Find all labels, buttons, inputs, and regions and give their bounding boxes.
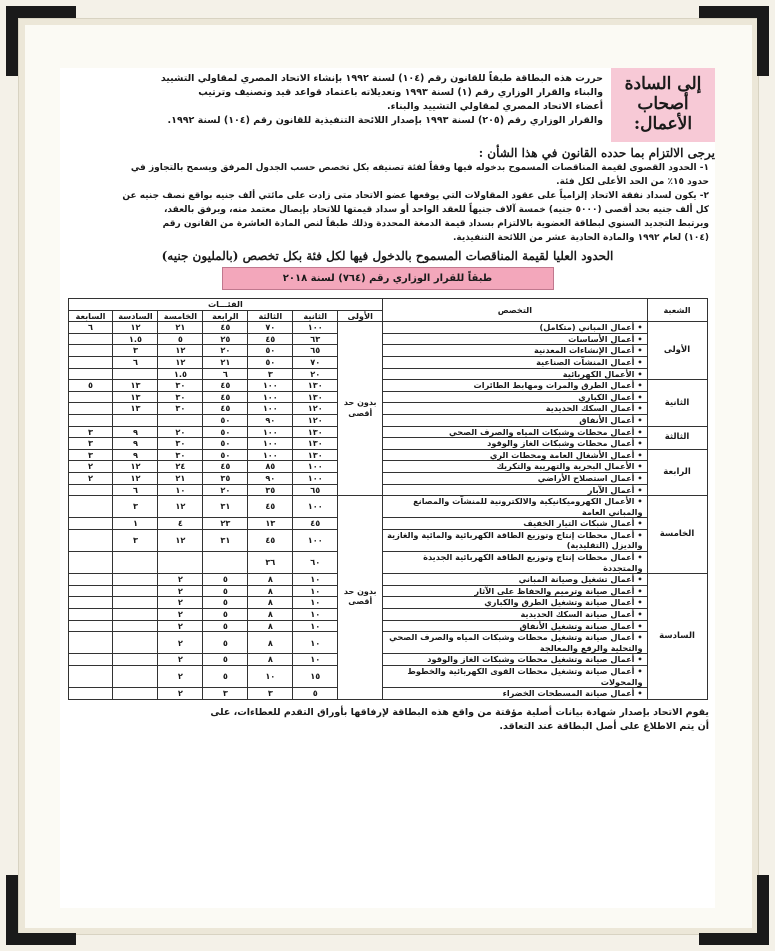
table-row (68, 414, 707, 426)
value-cell: ١٢ (158, 345, 203, 357)
value-cell: ٣١ (203, 529, 248, 551)
value-cell: ١٣ (248, 518, 293, 530)
value-cell: ٨ (248, 574, 293, 586)
table-row (68, 438, 707, 450)
value-cell: ١٠٠ (248, 438, 293, 450)
spec-cell: • أعمال صيانة المسطحات الخضراء (383, 688, 647, 700)
spec-cell: • أعمال الأساسات (383, 333, 647, 345)
corner-decoration (699, 6, 769, 76)
header-class-col: الأولى (338, 310, 383, 322)
value-cell: ٢ (68, 472, 113, 484)
value-cell: ١٢ (158, 529, 203, 551)
value-cell: ١٠٠ (293, 529, 338, 551)
value-cell: ٧٠ (248, 322, 293, 334)
value-cell: ٤٥ (248, 529, 293, 551)
value-cell: ١٣٠ (293, 391, 338, 403)
value-cell: ٥ (203, 654, 248, 666)
value-cell: ٥٠ (203, 414, 248, 426)
value-cell: ١.٥ (113, 333, 158, 345)
value-cell: ٤٥ (248, 496, 293, 518)
table-row (68, 461, 707, 473)
header-class-col: الثالثة (248, 310, 293, 322)
value-cell (68, 552, 113, 574)
value-cell (68, 654, 113, 666)
value-cell: ١.٥ (158, 368, 203, 380)
table-row (68, 574, 707, 586)
value-cell (113, 368, 158, 380)
value-cell: ١٠ (293, 632, 338, 654)
value-cell: ٢ (158, 597, 203, 609)
value-cell: ١٢ (158, 356, 203, 368)
value-cell: ١٠٠ (248, 380, 293, 392)
spec-cell: • أعمال محطات إنتاج وتوزيع الطاقة الكهربائية الجديدة والمتجددة (383, 552, 647, 574)
spec-cell: • أعمال استصلاح الأراضي (383, 472, 647, 484)
value-cell: ٨ (248, 609, 293, 621)
table-row (68, 333, 707, 345)
limits-table (68, 298, 708, 700)
value-cell: ٣٥ (203, 472, 248, 484)
value-cell: ٤٥ (203, 403, 248, 415)
value-cell: ٣٠ (158, 438, 203, 450)
value-cell (68, 529, 113, 551)
spec-cell: • أعمال الآبار (383, 484, 647, 496)
value-cell: ١٣ (113, 380, 158, 392)
spec-cell: • أعمال الطرق والمرات ومهابط الطائرات (383, 380, 647, 392)
value-cell: ٣ (248, 688, 293, 700)
value-cell (68, 484, 113, 496)
value-cell (68, 414, 113, 426)
value-cell: ٩ (113, 449, 158, 461)
value-cell: ١٠٠ (248, 426, 293, 438)
value-cell: ١٢ (158, 496, 203, 518)
title-line: أصحاب (637, 94, 689, 114)
table-row (68, 529, 707, 551)
value-cell: ١٠٠ (293, 322, 338, 334)
table-row (68, 345, 707, 357)
value-cell: ٢٠ (203, 345, 248, 357)
value-cell: ٢ (158, 620, 203, 632)
value-cell: ٢ (158, 632, 203, 654)
table-row (68, 666, 707, 688)
value-cell: ١٥ (293, 666, 338, 688)
value-cell (68, 632, 113, 654)
document-page (60, 68, 715, 908)
paragraph-line: (١٠٤) لعام ١٩٩٢ والمادة الحادية عشر من اللائحة التنفيذية. (452, 233, 709, 243)
value-cell (113, 620, 158, 632)
value-cell: ٩٠ (248, 472, 293, 484)
first-class-cell: بدون حد أقصى (338, 322, 383, 496)
decree-banner: طبقاً للقرار الوزاري رقم (٧٦٤) لسنة ٢٠١٨ (222, 267, 554, 290)
table-row (68, 426, 707, 438)
header-class-col: الخامسة (158, 310, 203, 322)
value-cell (68, 574, 113, 586)
intro-line: والبناء والقرار الوزاري رقم (١) لسنة ١٩٩٣ وتعديلاته باعتماد قواعد قيد وتصنيف وترتيب (198, 87, 603, 98)
value-cell (113, 654, 158, 666)
value-cell: ٣ (113, 345, 158, 357)
value-cell: ٥ (203, 609, 248, 621)
value-cell: ٦٥ (293, 345, 338, 357)
value-cell (68, 585, 113, 597)
value-cell: ٥ (68, 380, 113, 392)
table-row (68, 597, 707, 609)
value-cell: ٥٠ (248, 345, 293, 357)
value-cell: ٦٣ (293, 333, 338, 345)
table-row (68, 585, 707, 597)
value-cell (68, 333, 113, 345)
table-row (68, 632, 707, 654)
category-cell: الأولى (647, 322, 707, 380)
value-cell: ٣٠ (158, 391, 203, 403)
value-cell: ٤٥ (293, 518, 338, 530)
value-cell: ٣٠ (158, 380, 203, 392)
value-cell: ٢ (158, 688, 203, 700)
footer-line: يقوم الاتحاد بإصدار شهادة بيانات أصلية مؤقتة من واقع هذه البطاقة لإرفاقها بأوراق التقدم للعطاءات، على (210, 706, 709, 718)
value-cell: ١٣ (113, 403, 158, 415)
value-cell: ٨ (248, 597, 293, 609)
value-cell: ١٢٠ (293, 403, 338, 415)
paragraph-line: ١- الحدود القصوى لقيمة المناقصات المسموح بدخوله فيها وفقاً لفئة تصنيفه بكل تخصص حسب الجدول المرفق ويسمح بالتجاوز في (130, 163, 709, 173)
footer-note (60, 706, 715, 734)
spec-cell: • أعمال الكباري (383, 391, 647, 403)
value-cell: ٥٠ (248, 356, 293, 368)
value-cell: ٨ (248, 620, 293, 632)
value-cell: ٢١ (203, 356, 248, 368)
category-cell: السادسة (647, 574, 707, 700)
first-class-cell: بدون حد أقصى (338, 496, 383, 700)
value-cell: ٥ (203, 585, 248, 597)
table-row (68, 322, 707, 334)
value-cell: ٢ (158, 574, 203, 586)
value-cell: ٤ (158, 518, 203, 530)
value-cell: ٢ (158, 585, 203, 597)
value-cell: ١٠٠ (248, 391, 293, 403)
value-cell: ١٢ (113, 322, 158, 334)
value-cell (158, 552, 203, 574)
category-cell: الرابعة (647, 449, 707, 495)
corner-decoration (6, 6, 76, 76)
value-cell: ١٣٠ (293, 380, 338, 392)
value-cell: ٣ (68, 449, 113, 461)
header-classes: الفئـــات (68, 299, 383, 311)
value-cell: ١٠٠ (293, 461, 338, 473)
table-row (68, 609, 707, 621)
title-line: إلى السادة (624, 74, 702, 94)
category-cell: الثانية (647, 380, 707, 426)
spec-cell: • أعمال صيانة وتشغيل محطات وشبكات المياه والصرف الصحي والتحلية والرفع والمعالجة (383, 632, 647, 654)
spec-cell: • أعمال صيانة وتشغيل الأنفاق (383, 620, 647, 632)
spec-cell: • أعمال المنشآت الصناعية (383, 356, 647, 368)
value-cell (158, 414, 203, 426)
header-class-col: السابعة (68, 310, 113, 322)
value-cell: ٤٥ (203, 380, 248, 392)
table-row (68, 484, 707, 496)
value-cell: ١٠٠ (293, 472, 338, 484)
value-cell: ٢١ (158, 472, 203, 484)
value-cell: ١٠٠ (248, 449, 293, 461)
value-cell: ٦٠ (293, 552, 338, 574)
value-cell: ٤٥ (203, 322, 248, 334)
spec-cell: • أعمال محطات وشبكات المياه والصرف الصحي (383, 426, 647, 438)
value-cell (68, 403, 113, 415)
spec-cell: • أعمال السكك الحديدية (383, 403, 647, 415)
value-cell: ٤٥ (203, 461, 248, 473)
value-cell: ٢٠ (203, 484, 248, 496)
value-cell: ٥ (158, 333, 203, 345)
spec-cell: • أعمال صيانة السكك الحديدية (383, 609, 647, 621)
value-cell: ٥ (293, 688, 338, 700)
value-cell: ١٠٠ (293, 496, 338, 518)
value-cell: ١٢ (113, 461, 158, 473)
value-cell: ٣١ (203, 496, 248, 518)
spec-cell: • أعمال صيانة وتشغيل محطات وشبكات الغاز والوقود (383, 654, 647, 666)
table-row (68, 356, 707, 368)
value-cell: ١٣٠ (293, 449, 338, 461)
value-cell: ١٠ (293, 609, 338, 621)
spec-cell: • أعمال صيانة وترميم والحفاظ على الآثار (383, 585, 647, 597)
footer-line: أن يتم الاطلاع على أصل البطاقة عند التعاقد. (499, 720, 709, 732)
value-cell: ١ (113, 518, 158, 530)
table-row (68, 620, 707, 632)
table-row (68, 654, 707, 666)
value-cell: ١٠ (158, 484, 203, 496)
value-cell: ١٣٠ (293, 438, 338, 450)
value-cell (203, 552, 248, 574)
value-cell: ٢١ (158, 322, 203, 334)
value-cell: ٦٥ (293, 484, 338, 496)
value-cell: ١٣٠ (293, 426, 338, 438)
value-cell: ٢ (158, 666, 203, 688)
value-cell (68, 518, 113, 530)
value-cell: ١٠ (293, 574, 338, 586)
paragraph-line: حدود ١٥٪ من الحد الأعلى لكل فئة. (556, 177, 709, 187)
table-row (68, 496, 707, 518)
value-cell (68, 609, 113, 621)
header-class-col: الرابعة (203, 310, 248, 322)
header-category: الشعبة (647, 299, 707, 322)
spec-cell: • أعمال صيانة وتشغيل محطات القوى الكهربائية والخطوط والمحولات (383, 666, 647, 688)
spec-cell: • الأعمال الكهربائية (383, 368, 647, 380)
spec-cell: • أعمال الأشغال العامة ومحطات الري (383, 449, 647, 461)
value-cell (113, 597, 158, 609)
value-cell: ٥ (203, 574, 248, 586)
spec-cell: • أعمال محطات إنتاج وتوزيع الطاقة الكهربائية والمائية والغازية والديزل (التقليدية) (383, 529, 647, 551)
value-cell: ٨٥ (248, 461, 293, 473)
value-cell: ٥٠ (203, 449, 248, 461)
intro-line: حررت هذه البطاقة طبقاً للقانون رقم (١٠٤) لسنة ١٩٩٢ بإنشاء الاتحاد المصري لمقاولي التشييد (160, 73, 603, 84)
value-cell: ٣٦ (248, 552, 293, 574)
spec-cell: • الأعمال البحرية والتهريبة والتكريك (383, 461, 647, 473)
value-cell: ٣٠ (158, 403, 203, 415)
value-cell (68, 391, 113, 403)
paragraph-line: ٢- يكون لسداد نفقة الاتحاد إلزامياً على عقود المقاولات التي يوقعها عضو الاتحاد متى زادت على مائتي ألف جنيه بواقع نصف جنيه عن (122, 191, 709, 201)
table-row (68, 688, 707, 700)
category-cell: الخامسة (647, 496, 707, 574)
value-cell (68, 620, 113, 632)
value-cell: ٨ (248, 632, 293, 654)
value-cell: ٣ (248, 368, 293, 380)
value-cell: ١٠ (293, 597, 338, 609)
value-cell: ٢٣ (203, 518, 248, 530)
value-cell: ١٣ (113, 391, 158, 403)
value-cell (113, 574, 158, 586)
spec-cell: • أعمال الأنفاق (383, 414, 647, 426)
paragraph-line: ويرتبط التجديد السنوي لبطاقة العضوية بالالتزام بسداد قيمة الدمغة المحددة وذلك طبقاً لنص المادة العاشرة من القانون رقم (162, 219, 709, 229)
spec-cell: • أعمال تشغيل وصيانة المباني (383, 574, 647, 586)
value-cell: ٢ (158, 609, 203, 621)
value-cell: ٦ (203, 368, 248, 380)
value-cell (113, 666, 158, 688)
title-line: الأعمال: (633, 114, 693, 134)
header-class-col: الثانية (293, 310, 338, 322)
value-cell: ٥ (203, 666, 248, 688)
value-cell: ٤٥ (203, 391, 248, 403)
table-row (68, 472, 707, 484)
value-cell: ٣ (113, 496, 158, 518)
value-cell: ٢٤ (158, 461, 203, 473)
header-spec: التخصص (383, 299, 647, 322)
value-cell: ١٢ (113, 472, 158, 484)
value-cell: ٣ (113, 529, 158, 551)
table-row (68, 518, 707, 530)
table-row (68, 391, 707, 403)
title-box (611, 68, 715, 142)
value-cell: ١٠ (293, 654, 338, 666)
intro-line: والقرار الوزاري رقم (٢٠٥) لسنة ١٩٩٣ بإصدار اللائحة التنفيذية للقانون رقم (١٠٤) لسنة ١٩٩٢. (167, 115, 603, 126)
value-cell: ٩ (113, 438, 158, 450)
header-class-col: السادسة (113, 310, 158, 322)
value-cell: ٣ (68, 426, 113, 438)
value-cell: ٥٠ (203, 438, 248, 450)
value-cell: ٨ (248, 654, 293, 666)
value-cell: ٥ (203, 597, 248, 609)
value-cell (68, 597, 113, 609)
intro-text (60, 68, 611, 142)
value-cell (113, 585, 158, 597)
value-cell: ١٠٠ (248, 403, 293, 415)
value-cell: ٢ (158, 654, 203, 666)
value-cell: ٦ (113, 484, 158, 496)
value-cell: ٩٠ (248, 414, 293, 426)
value-cell (113, 609, 158, 621)
value-cell: ٣ (68, 438, 113, 450)
value-cell: ٢ (68, 461, 113, 473)
value-cell: ١٠ (248, 666, 293, 688)
table-row (68, 380, 707, 392)
value-cell: ٣٥ (248, 484, 293, 496)
value-cell: ٤٥ (248, 333, 293, 345)
value-cell: ٦ (113, 356, 158, 368)
value-cell (113, 688, 158, 700)
value-cell (68, 666, 113, 688)
value-cell (68, 345, 113, 357)
header (60, 68, 715, 142)
value-cell: ٧٠ (293, 356, 338, 368)
intro-line: أعضاء الاتحاد المصري لمقاولي التشييد والبناء. (387, 101, 603, 112)
value-cell (113, 632, 158, 654)
section-title: الحدود العليا لقيمة المناقصات المسموح بالدخول فيها لكل فئة بكل تخصص (بالمليون جنيه) (161, 249, 614, 263)
spec-cell: • أعمال صيانة وتشغيل الطرق والكباري (383, 597, 647, 609)
value-cell: ٢٠ (158, 426, 203, 438)
value-cell: ٥ (203, 632, 248, 654)
spec-cell: • أعمال الإنشاءات المعدنية (383, 345, 647, 357)
value-cell: ٣ (203, 688, 248, 700)
table-row (68, 449, 707, 461)
value-cell (113, 552, 158, 574)
spec-cell: • أعمال شبكات التيار الخفيف (383, 518, 647, 530)
value-cell: ١٠ (293, 620, 338, 632)
paragraph-line: كل ألف جنيه بحد أقصى (٥٠٠٠ جنيه) خمسة آلاف جنيهاً للعقد الواحد أو سداد قيمتها للاتحاد بإيصال معتمد منه، ويرفق بالعقد، (163, 205, 709, 215)
value-cell (68, 356, 113, 368)
value-cell: ٥ (203, 620, 248, 632)
spec-cell: • أعمال محطات وشبكات الغاز والوقود (383, 438, 647, 450)
value-cell (68, 368, 113, 380)
value-cell (68, 688, 113, 700)
value-cell: ٩ (113, 426, 158, 438)
value-cell: ٢٥ (203, 333, 248, 345)
value-cell (68, 496, 113, 518)
value-cell: ٦ (68, 322, 113, 334)
category-cell: الثالثة (647, 426, 707, 449)
value-cell: ١٠ (293, 585, 338, 597)
value-cell: ٥٠ (203, 426, 248, 438)
table-row (68, 552, 707, 574)
table-row (68, 403, 707, 415)
value-cell (113, 414, 158, 426)
value-cell: ١٢٠ (293, 414, 338, 426)
value-cell: ٨ (248, 585, 293, 597)
spec-cell: • أعمال المباني (متكامل) (383, 322, 647, 334)
lead-heading: يرجى الالتزام بما حدده القانون في هذا الشأن : (478, 146, 715, 160)
value-cell: ٣٠ (158, 449, 203, 461)
table-row (68, 368, 707, 380)
spec-cell: • الأعمال الكهروميكانيكية والالكترونية للمنشآت والمصانع والمباني العامة (383, 496, 647, 518)
value-cell: ٢٠ (293, 368, 338, 380)
